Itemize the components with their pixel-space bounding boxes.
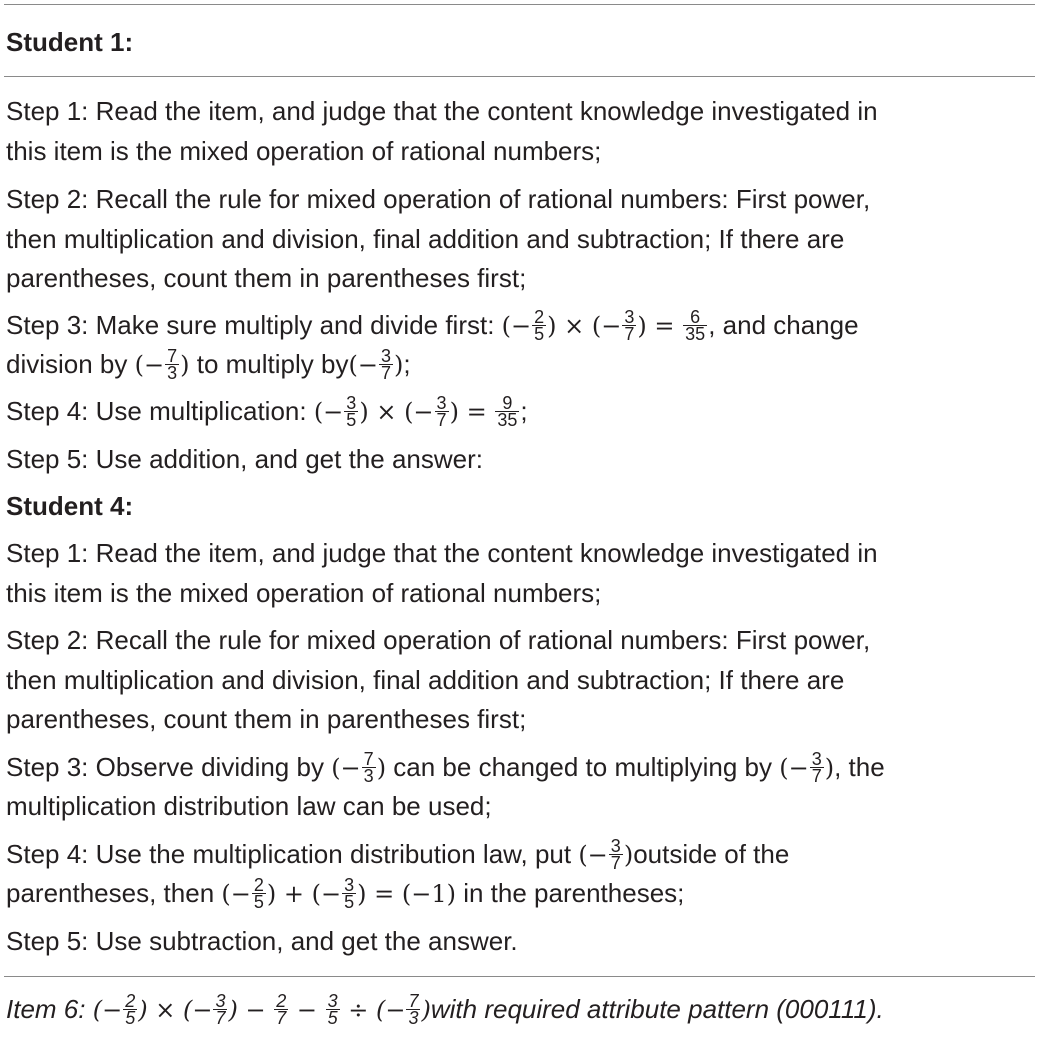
s4-step3-line1 — [6, 748, 1031, 788]
times-sign: × — [556, 312, 592, 340]
fraction — [683, 306, 707, 344]
numerator: 7 — [408, 990, 419, 1011]
denominator: 7 — [610, 852, 621, 873]
fraction — [362, 748, 376, 786]
fraction — [274, 990, 288, 1028]
s1-step3-text: Step 3: Make sure multiply and divide first: — [6, 310, 502, 340]
student-1-heading: Student 1: — [6, 27, 134, 57]
s4-step2-line3: parentheses, count them in parentheses first; — [6, 704, 527, 734]
denominator: 7 — [380, 362, 391, 383]
s4-step4-text: in the parentheses; — [456, 878, 685, 908]
s4-step1-line1: Step 1: Read the item, and judge that the content knowledge investigated in — [6, 538, 878, 568]
s4-step1-line2: this item is the mixed operation of rational numbers; — [6, 578, 602, 608]
denominator: 7 — [215, 1007, 226, 1028]
open-neg: (− — [221, 880, 251, 908]
fraction — [495, 392, 519, 430]
close-paren: ) — [357, 880, 367, 908]
numerator: 9 — [495, 395, 519, 412]
s1-step3-text: ; — [403, 349, 411, 379]
open-neg: (− — [311, 880, 342, 908]
equals-sign: = — [366, 880, 402, 908]
fraction — [622, 306, 636, 344]
close-paren: ) — [180, 351, 190, 379]
caption-label: Item 6: — [6, 994, 93, 1024]
fraction — [810, 748, 824, 786]
close-paren: ) — [637, 312, 647, 340]
s1-step2-line1: Step 2: Recall the rule for mixed operation of rational numbers: First power, — [6, 184, 871, 214]
close-paren: ) — [547, 312, 557, 340]
denominator: 35 — [497, 409, 518, 430]
numerator: 3 — [624, 306, 635, 327]
open-neg: (− — [134, 351, 165, 379]
fraction — [213, 990, 227, 1028]
equals-sign: = — [646, 312, 683, 340]
numerator: 3 — [610, 835, 621, 856]
fraction — [609, 835, 623, 873]
s1-step4-text: Step 4: Use multiplication: — [6, 396, 314, 426]
s4-step3-line2: multiplication distribution law can be used; — [6, 791, 492, 821]
s1-step1-line2: this item is the mixed operation of rational numbers; — [6, 136, 602, 166]
close-paren: ) — [138, 996, 148, 1024]
top-rule — [4, 4, 1035, 5]
numerator: 3 — [811, 748, 822, 769]
fraction — [379, 345, 393, 383]
s1-step4-text: ; — [520, 396, 528, 426]
student-4-heading: Student 4: — [6, 491, 134, 521]
s4-step3-text: can be changed to multiplying by — [386, 752, 780, 782]
fraction — [406, 990, 420, 1028]
s4-step2-line2: then multiplication and division, final addition and subtraction; If there are — [6, 665, 845, 695]
s1-step4-line1 — [6, 392, 1031, 432]
close-paren: ) — [449, 398, 459, 426]
open-neg: (− — [313, 398, 344, 426]
s4-step3-text: , the — [834, 752, 885, 782]
denominator: 5 — [125, 1007, 136, 1028]
numerator: 3 — [436, 392, 447, 413]
close-paren: ) — [421, 996, 431, 1024]
open-neg: (− — [404, 398, 434, 426]
s1-step3-text: to multiply by — [189, 349, 349, 379]
numerator: 2 — [253, 874, 264, 895]
s1-step1-line1: Step 1: Read the item, and judge that the content knowledge investigated in — [6, 96, 878, 126]
times-sign: × — [147, 996, 183, 1024]
fraction — [123, 990, 137, 1028]
numerator: 3 — [380, 345, 391, 366]
s1-step5: Step 5: Use addition, and get the answer: — [6, 444, 483, 474]
table-caption — [6, 990, 1031, 1030]
close-paren: ) — [393, 351, 404, 379]
fraction — [165, 345, 179, 383]
s4-step4-text: Step 4: Use the multiplication distribution law, put — [6, 839, 579, 869]
fraction — [252, 874, 266, 912]
close-paren: ) — [824, 754, 835, 782]
caption-text: with required attribute pattern (000111). — [430, 994, 884, 1024]
minus-sign: − — [289, 996, 325, 1024]
equals-sign: = — [458, 398, 495, 426]
s4-step4-text: parentheses, then — [6, 878, 222, 908]
denominator: 3 — [363, 765, 374, 786]
divide-sign: ÷ — [340, 996, 376, 1024]
denominator: 7 — [436, 409, 447, 430]
fraction — [326, 990, 340, 1028]
s4-step3-text: Step 3: Observe dividing by — [6, 752, 332, 782]
denominator: 5 — [344, 891, 355, 912]
denominator: 3 — [167, 362, 178, 383]
numerator: 6 — [683, 309, 707, 326]
s1-step3-text: , and change — [708, 310, 859, 340]
denominator: 7 — [624, 323, 635, 344]
s1-step3-line1 — [6, 306, 1031, 346]
close-paren: ) — [266, 880, 277, 908]
numerator: 2 — [534, 306, 545, 327]
denominator: 5 — [327, 1007, 338, 1028]
denominator: 5 — [534, 323, 545, 344]
fraction — [344, 392, 358, 430]
close-paren: ) — [228, 996, 238, 1024]
fraction — [435, 392, 449, 430]
numerator: 7 — [363, 748, 374, 769]
fraction — [532, 306, 546, 344]
open-neg: (− — [578, 841, 608, 869]
header-rule — [4, 76, 1035, 77]
numerator: 2 — [125, 990, 136, 1011]
s4-step5: Step 5: Use subtraction, and get the answer. — [6, 926, 518, 956]
open-neg: (− — [348, 351, 378, 379]
fraction — [342, 874, 356, 912]
times-sign: × — [368, 398, 405, 426]
numerator: 2 — [276, 990, 287, 1011]
open-neg: (− — [591, 312, 622, 340]
numerator: 3 — [346, 392, 357, 413]
s1-step3-line2 — [6, 345, 1031, 385]
s4-step4-text: outside of the — [633, 839, 790, 869]
denominator: 7 — [276, 1007, 287, 1028]
s1-step3-text: division by — [6, 349, 135, 379]
minus-sign: − — [237, 996, 274, 1024]
s1-step2-line3: parentheses, count them in parentheses first; — [6, 263, 527, 293]
open-neg: (− — [182, 996, 213, 1024]
numerator: 3 — [344, 874, 355, 895]
s1-step2-line2: then multiplication and division, final addition and subtraction; If there are — [6, 224, 845, 254]
denominator: 35 — [685, 323, 706, 344]
bottom-rule — [4, 976, 1035, 977]
close-paren: ) — [359, 398, 369, 426]
s4-step2-line1: Step 2: Recall the rule for mixed operation of rational numbers: First power, — [6, 625, 871, 655]
open-neg: (− — [375, 996, 406, 1024]
close-paren: ) — [623, 841, 634, 869]
open-neg: (− — [331, 754, 361, 782]
numerator: 7 — [167, 345, 178, 366]
s4-step4-line2 — [6, 874, 1031, 914]
denominator: 5 — [253, 891, 264, 912]
denominator: 7 — [811, 765, 822, 786]
denominator: 5 — [346, 409, 357, 430]
open-neg: (− — [501, 312, 532, 340]
numerator: 3 — [215, 990, 226, 1011]
neg-one: (−1) — [401, 880, 456, 908]
denominator: 3 — [408, 1007, 419, 1028]
s4-step4-line1 — [6, 835, 1031, 875]
plus-sign: + — [276, 880, 312, 908]
open-neg: (− — [779, 754, 809, 782]
close-paren: ) — [376, 754, 387, 782]
open-neg: (− — [92, 996, 123, 1024]
numerator: 3 — [327, 990, 338, 1011]
